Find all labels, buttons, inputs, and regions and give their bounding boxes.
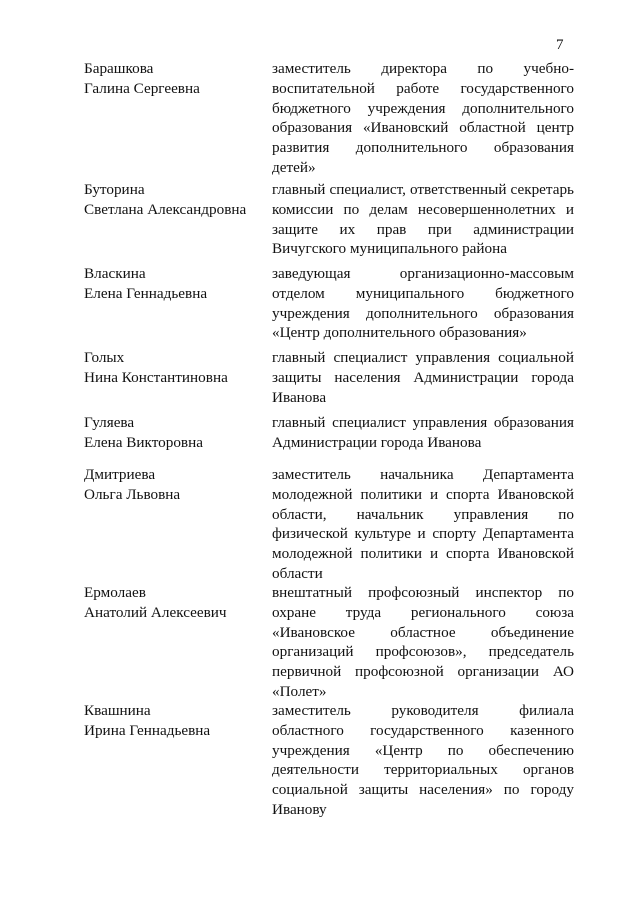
position-line: первичной профсоюзной организации АО [272, 663, 574, 681]
member-surname: Гуляева [84, 414, 135, 431]
position-line: главный специалист, ответственный секретарь [272, 181, 574, 198]
position-line: заведующая организационно-массовым [272, 265, 574, 282]
member-given-names: Ирина Геннадьевна [84, 721, 211, 739]
position-line: области, начальник управления по [272, 505, 574, 523]
position-line: главный специалист управления образования [272, 414, 574, 431]
member-position [272, 59, 574, 178]
member-position [272, 701, 574, 820]
position-line: защите их прав при администрации [272, 220, 574, 238]
position-line: физической культуре и спорту Департамента [272, 525, 574, 543]
position-line: развития дополнительного образования [272, 139, 574, 157]
position-line: Иванову [272, 800, 327, 818]
member-name [84, 413, 264, 453]
position-line: организаций профсоюзов», председатель [272, 643, 574, 661]
member-position [272, 465, 574, 584]
member-surname: Ермолаев [84, 584, 146, 601]
position-line: социальной защиты населения» по городу [272, 781, 574, 799]
page-number: 7 [556, 37, 564, 53]
member-given-names: Анатолий Алексеевич [84, 603, 227, 621]
position-line: внештатный профсоюзный инспектор по [272, 584, 574, 601]
position-line: Иванова [272, 388, 327, 406]
member-name [84, 465, 264, 505]
member-name [84, 701, 264, 741]
position-line: воспитательной работе государственного [272, 79, 574, 97]
position-line: заместитель директора по учебно- [272, 60, 574, 77]
member-surname: Квашнина [84, 702, 151, 719]
position-line: учреждения дополнительного образования [272, 304, 574, 322]
member-position [272, 583, 574, 702]
position-line: Вичугского муниципального района [272, 240, 508, 258]
position-line: молодежной политики и спорта Ивановской [272, 485, 574, 503]
position-line: «Полет» [272, 682, 327, 700]
position-line: главный специалист управления социальной [272, 349, 574, 366]
member-name [84, 583, 264, 623]
position-line: образования «Ивановский областной центр [272, 119, 574, 137]
position-line: заместитель начальника Департамента [272, 466, 574, 483]
member-position [272, 348, 574, 407]
member-position [272, 180, 574, 259]
position-line: «Ивановское областное объединение [272, 623, 574, 641]
position-line: областного государственного казенного [272, 721, 574, 739]
member-given-names: Елена Геннадьевна [84, 284, 208, 302]
member-position [272, 413, 574, 453]
position-line: области [272, 564, 323, 582]
member-given-names: Нина Константиновна [84, 368, 228, 386]
member-given-names: Галина Сергеевна [84, 79, 200, 97]
position-line: комиссии по делам несовершеннолетних и [272, 200, 574, 218]
member-name [84, 348, 264, 388]
position-line: отделом муниципального бюджетного [272, 284, 574, 302]
position-line: Администрации города Иванова [272, 433, 482, 451]
member-surname: Голых [84, 349, 125, 366]
member-name [84, 264, 264, 304]
position-line: молодежной политики и спорта Ивановской [272, 545, 574, 563]
member-position [272, 264, 574, 343]
member-surname: Барашкова [84, 60, 154, 77]
position-line: деятельности территориальных органов [272, 761, 574, 779]
position-line: детей» [272, 158, 316, 176]
position-line: защиты населения Администрации города [272, 368, 574, 386]
member-given-names: Елена Викторовна [84, 433, 203, 451]
position-line: учреждения «Центр по обеспечению [272, 741, 574, 759]
member-given-names: Светлана Александровна [84, 200, 247, 218]
member-surname: Дмитриева [84, 466, 156, 483]
member-name [84, 59, 264, 99]
position-line: бюджетного учреждения дополнительного [272, 99, 574, 117]
position-line: «Центр дополнительного образования» [272, 324, 527, 342]
member-surname: Буторина [84, 181, 145, 198]
position-line: заместитель руководителя филиала [272, 702, 574, 719]
member-surname: Власкина [84, 265, 146, 282]
position-line: охране труда регионального союза [272, 603, 574, 621]
member-name [84, 180, 264, 220]
member-given-names: Ольга Львовна [84, 485, 181, 503]
